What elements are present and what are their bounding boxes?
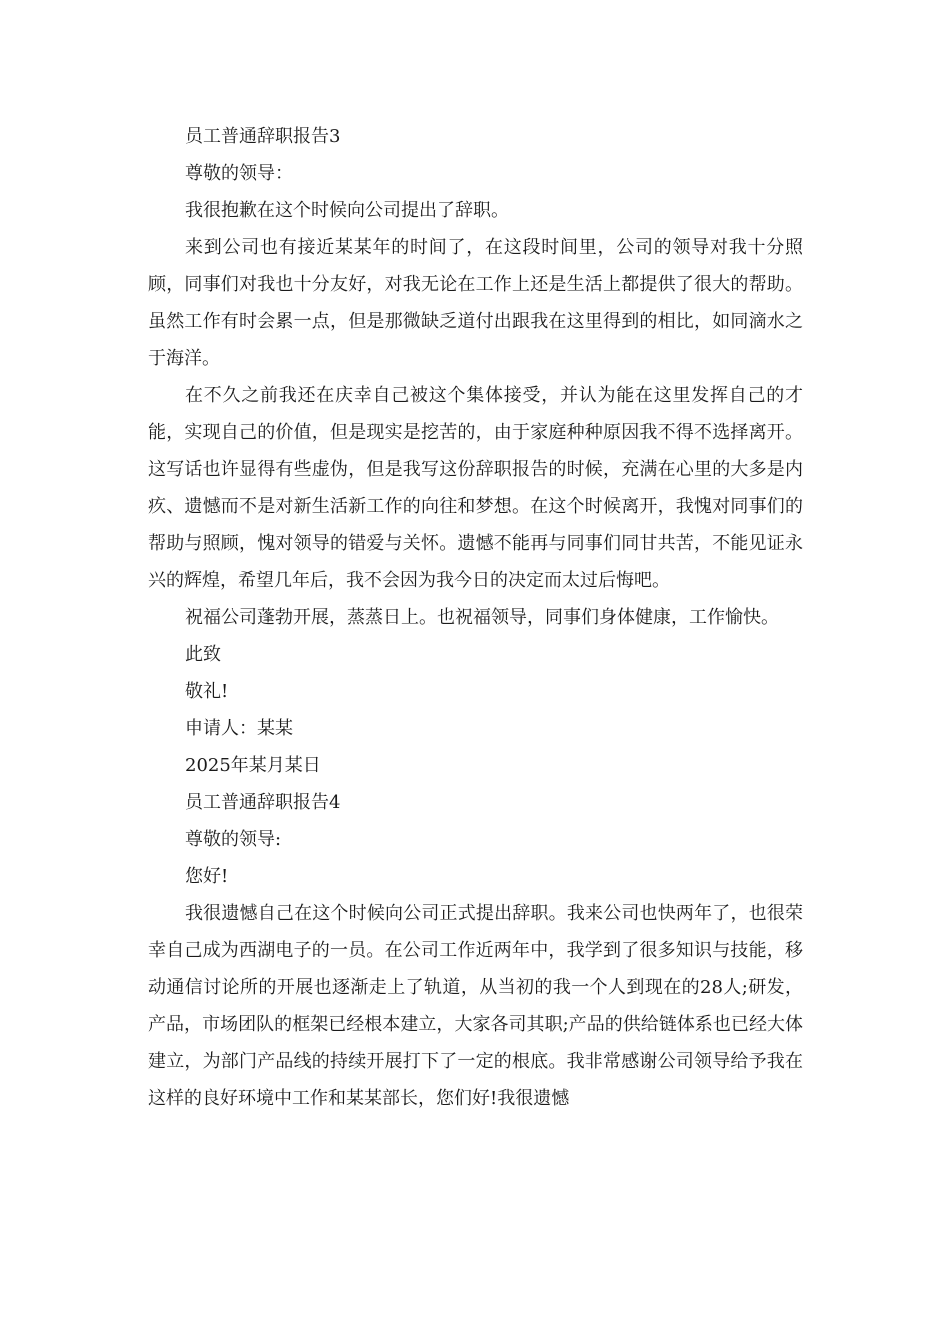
paragraph: 在不久之前我还在庆幸自己被这个集体接受，并认为能在这里发挥自己的才能，实现自己的价值，但是现实是挖苦的，由于家庭种种原因我不得不选择离开。这写话也许显得有些虚伪，但是我写这份辞职报告的时候，充满在心里的大多是内疚、遗憾而不是对新生活新工作的向往和梦想。在这个时候离开，我愧对同事们的帮助与照顾，愧对领导的错爱与关怀。遗憾不能再与同事们同甘共苦，不能见证永兴的辉煌，希望几年后，我不会因为我今日的决定而太过后悔吧。: [148, 385, 803, 591]
greeting: 您好!: [185, 866, 229, 887]
paragraph: 来到公司也有接近某某年的时间了，在这段时间里，公司的领导对我十分照顾，同事们对我也十分友好，对我无论在工作上还是生活上都提供了很大的帮助。虽然工作有时会累一点，但是那微缺乏道付出跟我在这里得到的相比，如同滴水之于海洋。: [148, 237, 803, 369]
salutation: 尊敬的领导：: [185, 163, 293, 184]
closing: 此致: [185, 644, 221, 665]
paragraph: 我很遗憾自己在这个时候向公司正式提出辞职。我来公司也快两年了，也很荣幸自己成为西湖电子的一员。在公司工作近两年中，我学到了很多知识与技能，移动通信讨论所的开展也逐渐走上了轨道，从当初的我一个人到现在的28人;研发，产品，市场团队的框架已经根本建立，大家各司其职;产品的供给链体系也已经大体建立，为部门产品线的持续开展打下了一定的根底。我非常感谢公司领导给予我在这样的良好环境中工作和某某部长，您们好!我很遗憾: [148, 903, 803, 1109]
paragraph: 我很抱歉在这个时候向公司提出了辞职。: [185, 200, 509, 221]
document-page: [148, 118, 803, 1117]
paragraph: 祝福公司蓬勃开展，蒸蒸日上。也祝福领导，同事们身体健康，工作愉快。: [185, 607, 779, 628]
closing-regards: 敬礼!: [185, 681, 229, 702]
section-title: 员工普通辞职报告3: [185, 126, 341, 147]
date-line: 2025年某月某日: [185, 755, 321, 776]
applicant-line: 申请人：某某: [185, 718, 293, 739]
section-title: 员工普通辞职报告4: [185, 792, 341, 813]
salutation: 尊敬的领导:: [185, 829, 282, 850]
